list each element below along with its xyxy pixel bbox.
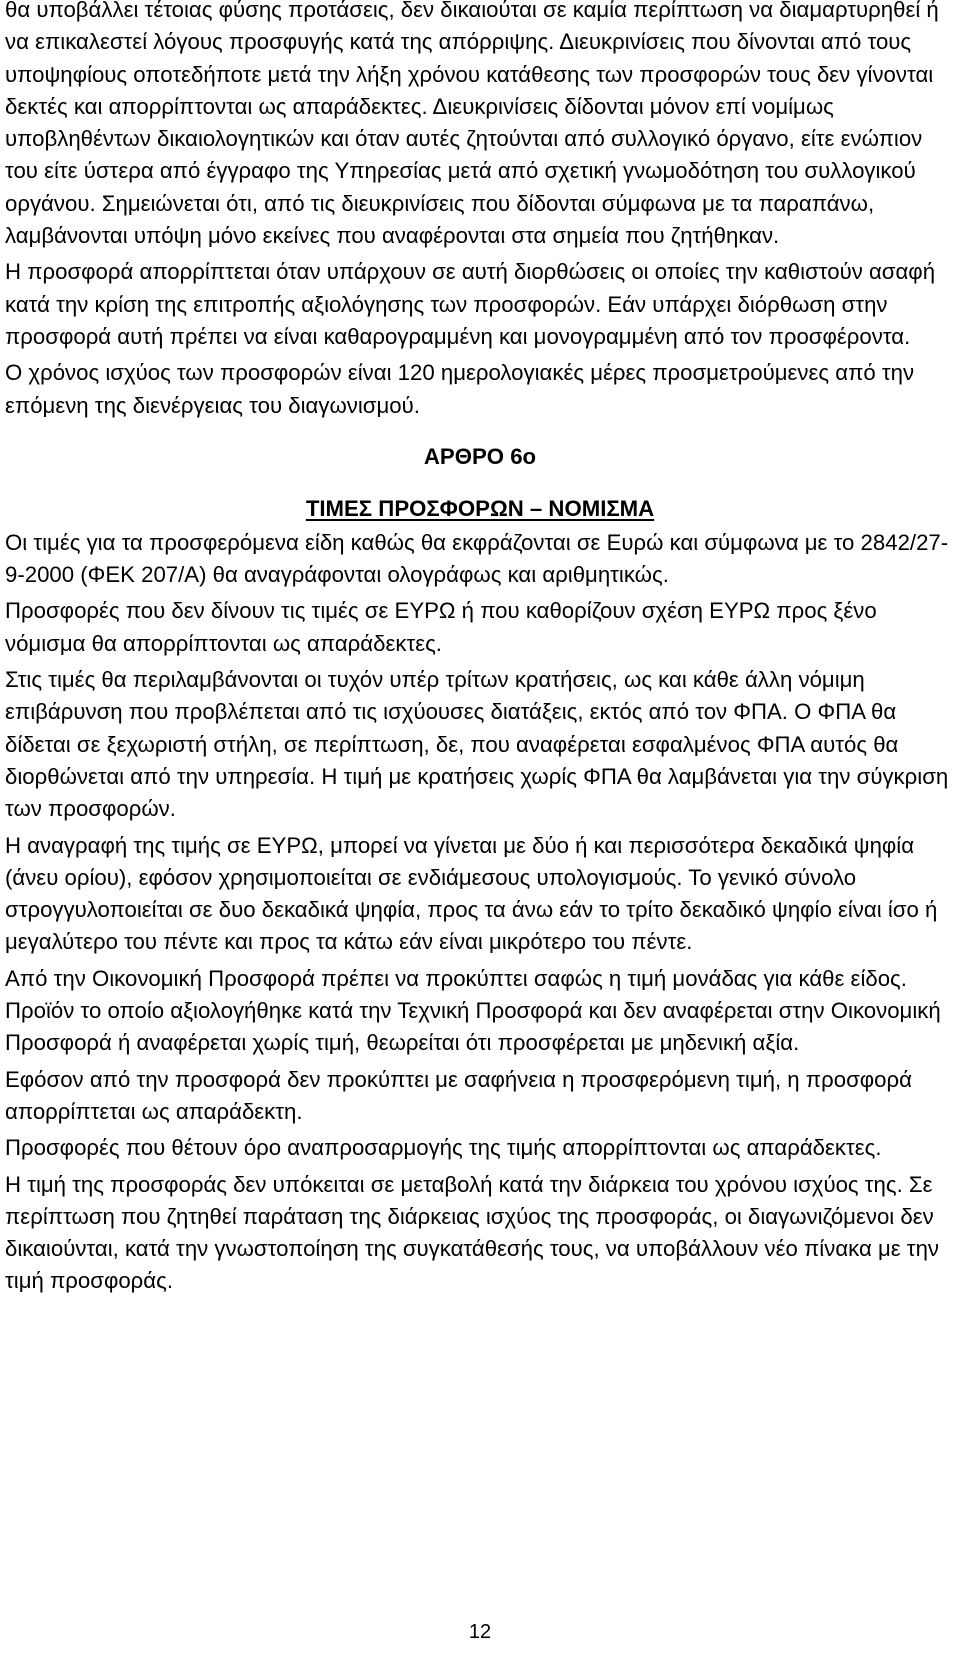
article-heading: ΑΡΘΡΟ 6ο [423,443,537,469]
paragraph-prices-in-euro: Οι τιμές για τα προσφερόμενα είδη καθώς θα εκφράζονται σε Ευρώ και σύμφωνα με το 2842/27-9-2000 (ΦΕΚ 207/Α) θα αναγράφονται ολογράφως και αριθμητικώς. [5,529,949,588]
document-body [5,0,955,1302]
paragraph-unit-price: Από την Οικονομική Προσφορά πρέπει να προκύπτει σαφώς η τιμή μονάδας για κάθε είδος. Προϊόν το οποίο αξιολογήθηκε κατά την Τεχνική Προσφορά και δεν αναφέρεται στην Οικονομική Προσφορά ή αναφέρεται χωρίς τιμή, θεωρείται ότι προσφέρεται με μηδενική αξία. [5,965,941,1056]
section-title-text: ΤΙΜΕΣ ΠΡΟΣΦΟΡΩΝ – ΝΟΜΙΣΜΑ [305,495,655,521]
paragraph-unclear-price: Εφόσον από την προσφορά δεν προκύπτει με σαφήνεια η προσφερόμενη τιμή, η προσφορά απορρίπτεται ως απαράδεκτη. [5,1066,912,1124]
paragraph-clarifications: θα υποβάλλει τέτοιας φύσης προτάσεις, δεν δικαιούται σε καμία περίπτωση να διαμαρτυρηθεί ή να επικαλεστεί λόγους προσφυγής κατά της απόρριψης. Διευκρινίσεις που δίνονται από τους υποψηφίους οποτεδήποτε μετά την λήξη χρόνου κατάθεσης των προσφορών τους δεν γίνονται δεκτές και απορρίπτονται ως απαράδεκτες. Διευκρινίσεις δίδονται μόνον επί νομίμως υποβληθέντων δικαιολογητικών και όταν αυτές ζητούνται από συλλογικό όργανο, είτε ενώπιον του είτε ύστερα από έγγραφο της Υπηρεσίας μετά από σχετική γνωμοδότηση του συλλογικού οργάνου. Σημειώνεται ότι, από τις διευκρινίσεις που δίδονται σύμφωνα με τα παραπάνω, λαμβάνονται υπόψη μόνο εκείνες που αναφέρονται στα σημεία που ζητήθηκαν. [5,0,939,249]
paragraph-price-fixed: Η τιμή της προσφοράς δεν υπόκειται σε μεταβολή κατά την διάρκεια του χρόνου ισχύος της. Σε περίπτωση που ζητηθεί παράταση της διάρκειας ισχύος της προσφοράς, οι διαγωνιζόμενοι δεν δικαιούνται, κατά την γνωστοποίηση της συγκατάθεσής τους, να υποβάλλουν νέο πίνακα με την τιμή προσφοράς. [5,1171,939,1294]
page-number: 12 [468,1621,492,1643]
paragraph-foreign-currency: Προσφορές που δεν δίνουν τις τιμές σε ΕΥΡΩ ή που καθορίζουν σχέση ΕΥΡΩ προς ξένο νόμισμα θα απορρίπτονται ως απαράδεκτες. [5,598,877,656]
section-title [5,493,955,525]
paragraph-decimal-rounding: Η αναγραφή της τιμής σε ΕΥΡΩ, μπορεί να γίνεται με δύο ή και περισσότερα δεκαδικά ψηφία (άνευ ορίου), εφόσον χρησιμοποιείται σε ενδιάμεσους υπολογισμούς. Το γενικό σύνολο στρογγυλοποιείται σε δυο δεκαδικά ψηφία, προς τα άνω εάν το τρίτο δεκαδικό ψηφίο είναι ίσο ή μεγαλύτερο του πέντε και προς τα κάτω εάν είναι μικρότερο του πέντε. [5,832,938,955]
paragraph-deductions-vat: Στις τιμές θα περιλαμβάνονται οι τυχόν υπέρ τρίτων κρατήσεις, ως και κάθε άλλη νόμιμη επιβάρυνση που προβλέπεται από τις ισχύουσες διατάξεις, εκτός από τον ΦΠΑ. Ο ΦΠΑ θα δίδεται σε ξεχωριστή στήλη, σε περίπτωση, δε, που αναφέρεται εσφαλμένος ΦΠΑ αυτός θα διορθώνεται από την υπηρεσία. Η τιμή με κρατήσεις χωρίς ΦΠΑ θα λαμβάνεται για την σύγκριση των προσφορών. [5,667,949,822]
paragraph-price-adjustment: Προσφορές που θέτουν όρο αναπροσαρμογής της τιμής απορρίπτονται ως απαράδεκτες. [5,1135,882,1161]
paragraph-validity-period: Ο χρόνος ισχύος των προσφορών είναι 120 ημερολογιακές μέρες προσμετρούμενες από την επόμενη της διενέργειας του διαγωνισμού. [5,360,915,418]
paragraph-corrections: Η προσφορά απορρίπτεται όταν υπάρχουν σε αυτή διορθώσεις οι οποίες την καθιστούν ασαφή κατά την κρίση της επιτροπής αξιολόγησης των προσφορών. Εάν υπάρχει διόρθωση στην προσφορά αυτή πρέπει να είναι καθαρογραμμένη και μονογραμμένη από τον προσφέροντα. [5,259,936,349]
